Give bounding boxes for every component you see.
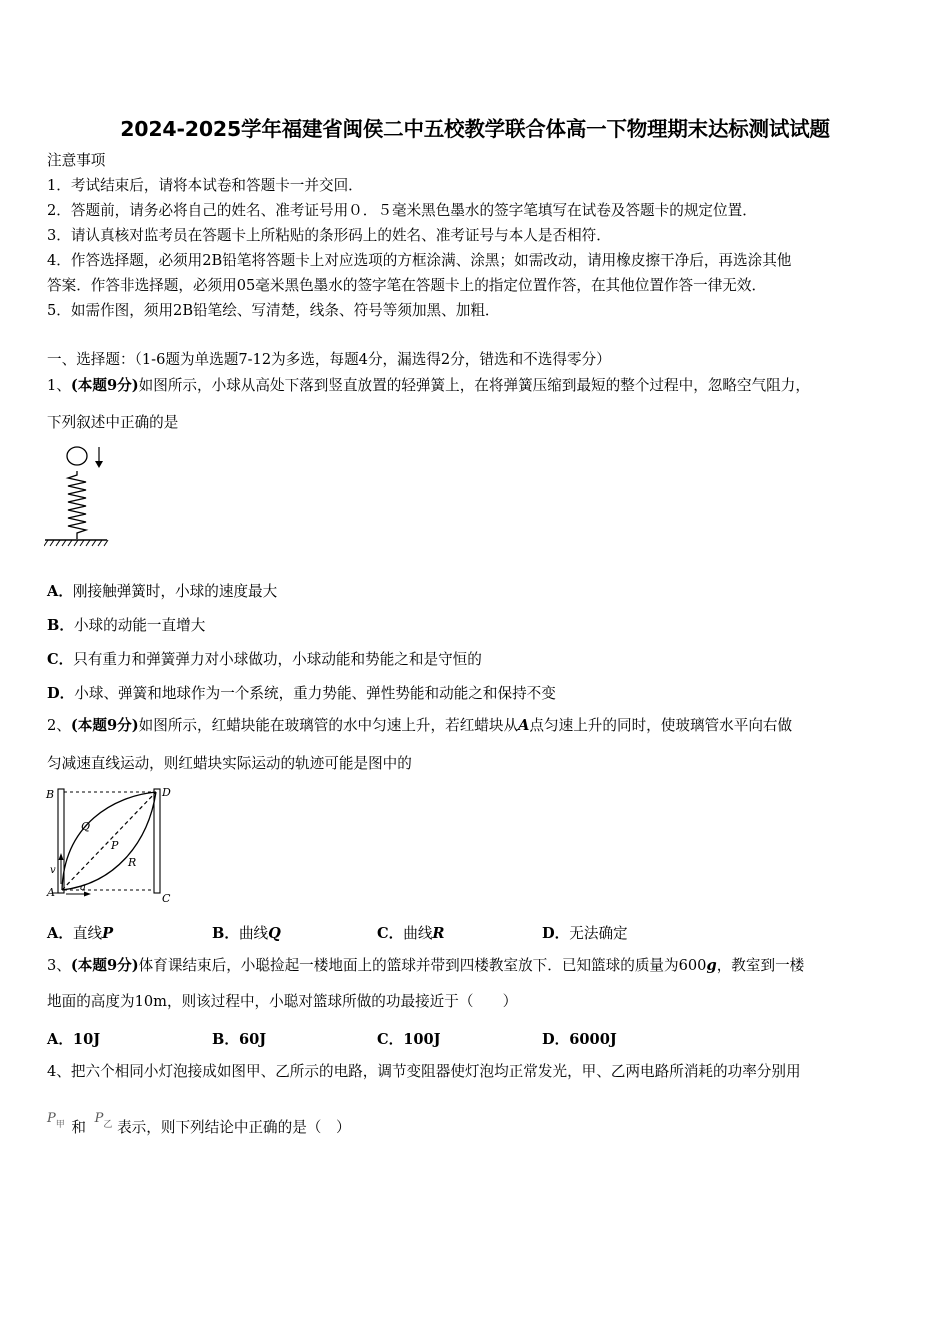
page-title: 2024-2025学年福建省闽侯二中五校教学联合体高一下物理期末达标测试试题 bbox=[120, 117, 830, 141]
notice-item: 2．答题前，请务必将自己的姓名、准考证号用０．５毫米黑色墨水的签字笔填写在试卷及答题卡的规定位置． bbox=[47, 202, 757, 219]
q2-option-b: B．曲线Q bbox=[212, 925, 281, 942]
question-4-stem-line2: $P^甲$ 和 $P^乙$ 表示，则下列结论中正确的是（ ） bbox=[47, 1111, 351, 1136]
label-q: Q bbox=[81, 820, 91, 833]
right-glass-tube bbox=[154, 789, 160, 893]
notice-heading: 注意事项 bbox=[47, 152, 106, 169]
ball-spring-figure bbox=[44, 444, 110, 548]
label-d: D bbox=[162, 786, 171, 799]
q3-option-c: C．100J bbox=[377, 1031, 441, 1048]
question-2-stem: 2、(本题9分)如图所示，红蜡块能在玻璃管的水中匀速上升，若红蜡块从A点匀速上升的同时，使玻璃管水平向右做 bbox=[47, 717, 793, 734]
label-p: P bbox=[111, 839, 119, 852]
question-number: 1、 bbox=[47, 377, 71, 394]
q3-option-a: A．10J bbox=[47, 1031, 101, 1048]
q2-option-c: C．曲线R bbox=[377, 925, 445, 942]
symbol-p-yi: P bbox=[94, 1111, 104, 1126]
question-3-stem: 3、(本题9分)体育课结束后，小聪捡起一楼地面上的篮球并带到四楼教室放下．已知篮球的质量为600g，教室到一楼 bbox=[47, 957, 805, 974]
notice-item: 3．请认真核对监考员在答题卡上所粘贴的条形码上的姓名、准考证号与本人是否相符． bbox=[47, 227, 611, 244]
ball-circle bbox=[67, 447, 87, 465]
notice-item: 4．作答选择题，必须用2B铅笔将答题卡上对应选项的方框涂满、涂黑；如需改动，请用橡皮擦干净后，再选涂其他 bbox=[47, 252, 792, 269]
wax-block-trajectory-figure bbox=[44, 784, 180, 908]
label-a-point: A bbox=[47, 886, 55, 899]
q3-option-d: D．6000J bbox=[542, 1031, 617, 1048]
q1-option-b: B．小球的动能一直增大 bbox=[47, 617, 206, 634]
section-heading: 一、选择题：（1-6题为单选题7-12为多选，每题4分，漏选得2分，错选和不选得零分） bbox=[47, 351, 611, 368]
q2-option-d: D．无法确定 bbox=[542, 925, 628, 942]
label-acceleration: a bbox=[80, 882, 86, 893]
notice-item: 5．如需作图，须用2B铅笔绘、写清楚，线条、符号等须加黑、加粗． bbox=[47, 302, 500, 319]
question-score: (本题9分) bbox=[70, 377, 139, 394]
q3-option-b: B．60J bbox=[212, 1031, 267, 1048]
question-3-stem-line2: 地面的高度为10m，则该过程中，小聪对篮球所做的功最接近于（ ） bbox=[47, 993, 518, 1010]
notice-item: 答案．作答非选择题，必须用05毫米黑色墨水的签字笔在答题卡上的指定位置作答，在其他位置作答一律无效． bbox=[47, 277, 767, 294]
question-4-stem: 4、把六个相同小灯泡接成如图甲、乙所示的电路，调节变阻器使灯泡均正常发光，甲、乙两电路所消耗的功率分别用 bbox=[47, 1063, 801, 1080]
notice-item: 1．考试结束后，请将本试卷和答题卡一并交回． bbox=[47, 177, 363, 194]
q2-option-a: A．直线P bbox=[47, 925, 114, 942]
q1-option-d: D．小球、弹簧和地球作为一个系统，重力势能、弹性势能和动能之和保持不变 bbox=[47, 685, 556, 702]
label-c: C bbox=[162, 892, 171, 905]
question-2-stem-line2: 匀减速直线运动，则红蜡块实际运动的轨迹可能是图中的 bbox=[47, 755, 412, 772]
q1-option-a: A．刚接触弹簧时，小球的速度最大 bbox=[47, 583, 278, 600]
question-1-stem-line2: 下列叙述中正确的是 bbox=[47, 414, 179, 431]
question-1-stem: 1、(本题9分)如图所示，小球从高处下落到竖直放置的轻弹簧上，在将弹簧压缩到最短的整个过程中，忽略空气阻力， bbox=[47, 377, 810, 394]
label-b: B bbox=[46, 788, 55, 801]
q1-option-c: C．只有重力和弹簧弹力对小球做功，小球动能和势能之和是守恒的 bbox=[47, 651, 482, 668]
label-v: v bbox=[50, 865, 56, 876]
symbol-p-jia: P bbox=[47, 1111, 56, 1126]
spring bbox=[68, 471, 86, 539]
label-r: R bbox=[128, 856, 137, 869]
